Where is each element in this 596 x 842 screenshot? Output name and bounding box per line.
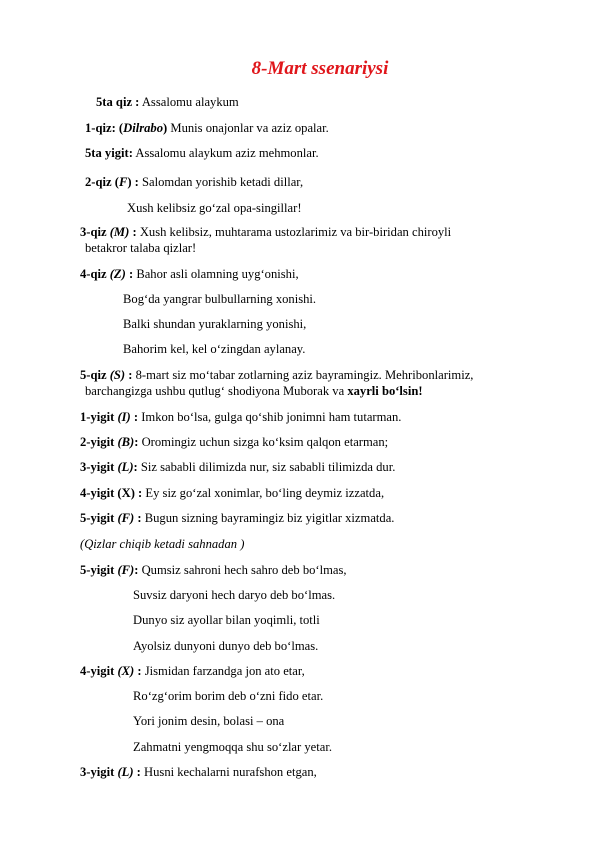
script-line — [80, 764, 317, 780]
script-line — [80, 562, 347, 578]
script-line — [80, 485, 384, 501]
line-text: Husni kechalarni nurafshon etgan, — [140, 765, 317, 779]
speaker-label: 4-yigit (X) : — [80, 664, 142, 678]
speaker-label: 3-yigit (L) : — [80, 765, 141, 779]
line-text: betakror talaba qizlar! — [85, 241, 197, 255]
speaker-label: 3-qiz (M) : — [80, 225, 137, 239]
line-text: Ro‘zg‘orim borim deb o‘zni fido etar. — [133, 689, 324, 703]
script-line — [133, 638, 318, 654]
script-line — [80, 224, 451, 240]
line-text: Jismidan farzandga jon ato etar, — [141, 664, 305, 678]
script-line — [133, 688, 323, 704]
document-title: 8-Mart ssenariysi — [251, 58, 389, 79]
script-line — [80, 510, 394, 526]
speaker-label: 4-yigit (X) : — [80, 486, 143, 500]
stage-direction: (Qizlar chiqib ketadi sahnadan ) — [80, 537, 245, 551]
line-text: Yori jonim desin, bolasi – ona — [133, 714, 285, 728]
line-text: Balki shundan yuraklarning yonishi, — [123, 317, 307, 331]
script-line — [123, 291, 316, 307]
script-line — [123, 341, 305, 357]
script-line — [85, 383, 423, 399]
line-text: Siz sababli dilimizda nur, siz sababli tilimizda dur. — [137, 460, 396, 474]
script-line — [133, 739, 332, 755]
script-line — [80, 266, 299, 282]
line-text: barchangizga ushbu qutlug‘ shodiyona Muborak va — [85, 384, 348, 398]
line-text: Suvsiz daryoni hech daryo deb bo‘lmas. — [133, 588, 336, 602]
line-text: Imkon bo‘lsa, gulga qo‘shib jonimni ham tutarman. — [138, 410, 402, 424]
line-text: Bog‘da yangrar bulbullarning xonishi. — [123, 292, 317, 306]
script-line — [85, 240, 196, 256]
script-line — [85, 174, 303, 190]
speaker-label: 5-yigit (F) : — [80, 511, 142, 525]
line-text: Ey siz go‘zal xonimlar, bo‘ling deymiz izzatda, — [142, 486, 385, 500]
line-text: Dunyo siz ayollar bilan yoqimli, totli — [133, 613, 320, 627]
line-text: Munis onajonlar va aziz opalar. — [167, 121, 329, 135]
speaker-label: 2-qiz (F) : — [85, 175, 139, 189]
speaker-label: 3-yigit (L): — [80, 460, 138, 474]
script-line — [85, 120, 329, 136]
speaker-label: 1-qiz: (Dilrabo) — [85, 121, 168, 135]
line-text: Bahor asli olamning uyg‘onishi, — [133, 267, 299, 281]
script-line — [123, 316, 306, 332]
speaker-label: 1-yigit (I) : — [80, 410, 139, 424]
line-text: Bahorim kel, kel o‘zingdan aylanay. — [123, 342, 306, 356]
script-line — [80, 434, 388, 450]
line-text-bold: xayrli bo‘lsin! — [347, 384, 423, 398]
speaker-label: 5ta yigit: — [85, 146, 133, 160]
line-text: Zahmatni yengmoqqa shu so‘zlar yetar. — [133, 740, 332, 754]
script-line — [80, 367, 473, 383]
script-line — [133, 713, 284, 729]
line-text: Qumsiz sahroni hech sahro deb bo‘lmas, — [138, 563, 347, 577]
line-text: Salomdan yorishib ketadi dillar, — [138, 175, 304, 189]
script-line — [80, 409, 401, 425]
script-line — [133, 612, 320, 628]
script-line — [127, 200, 302, 216]
script-line — [96, 94, 239, 110]
script-line — [85, 145, 319, 161]
script-line — [80, 663, 305, 679]
speaker-label: 5-qiz (S) : — [80, 368, 133, 382]
speaker-label: 4-qiz (Z) : — [80, 267, 134, 281]
line-text: Assalomu alaykum aziz mehmonlar. — [132, 146, 319, 160]
script-line — [80, 459, 395, 475]
line-text: Ayolsiz dunyoni dunyo deb bo‘lmas. — [133, 639, 319, 653]
line-text: Oromingiz uchun sizga ko‘ksim qalqon etarman; — [138, 435, 389, 449]
line-text: Assalomu alaykum — [139, 95, 239, 109]
speaker-label: 5ta qiz : — [96, 95, 140, 109]
script-line — [133, 587, 335, 603]
line-text: Bugun sizning bayramingiz biz yigitlar xizmatda. — [141, 511, 395, 525]
line-text: Xush kelibsiz, muhtarama ustozlarimiz va bir-biridan chiroyli — [136, 225, 452, 239]
line-text: Xush kelibsiz go‘zal opa-singillar! — [127, 201, 302, 215]
speaker-label: 2-yigit (B): — [80, 435, 139, 449]
speaker-label: 5-yigit (F): — [80, 563, 139, 577]
line-text: 8-mart siz mo‘tabar zotlarning aziz bayramingiz. Mehribonlarimiz, — [132, 368, 474, 382]
